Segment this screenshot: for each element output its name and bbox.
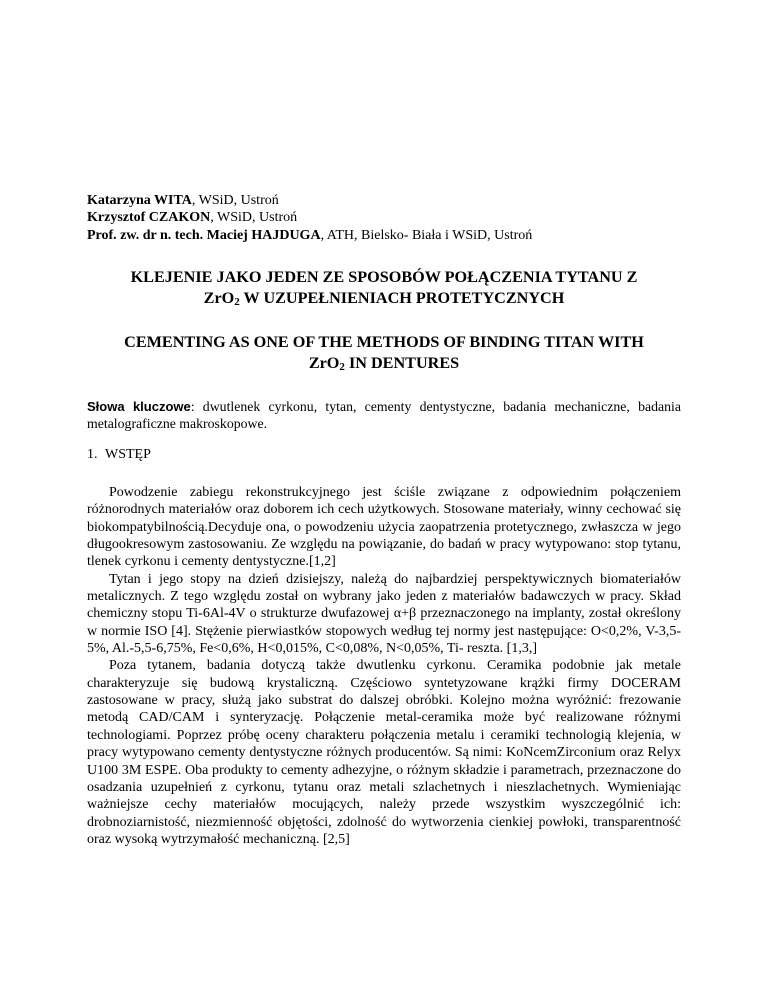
title-rest: IN DENTURES — [344, 354, 460, 372]
keywords — [87, 398, 681, 433]
title-polish — [87, 267, 681, 309]
title-formula: ZrO — [203, 289, 235, 307]
author-affiliation: , WSiD, Ustroń — [210, 210, 298, 226]
author-affiliation: , ATH, Bielsko- Biała i WSiD, Ustroń — [320, 227, 533, 243]
author-affiliation: , WSiD, Ustroń — [191, 193, 279, 208]
author-line — [87, 209, 687, 226]
section-number: 1. — [87, 447, 98, 462]
title-english-line1: CEMENTING AS ONE OF THE METHODS OF BINDING TITAN WITH — [124, 333, 644, 351]
author-name: Katarzyna WITA — [87, 193, 192, 208]
section-heading — [87, 446, 151, 463]
title-rest: W UZUPEŁNIENIACH PROTETYCZNYCH — [239, 289, 565, 307]
keywords-text: : dwutlenek cyrkonu, tytan, cementy dentystyczne, badania mechaniczne, badania metalograficzne makroskopowe. — [87, 399, 681, 432]
title-subscript: 2 — [339, 361, 345, 373]
author-list — [87, 192, 687, 244]
author-name: Prof. zw. dr n. tech. Maciej HAJDUGA — [87, 227, 321, 243]
title-subscript: 2 — [234, 296, 240, 308]
section-title: WSTĘP — [105, 447, 151, 462]
title-english-line2 — [87, 353, 681, 374]
title-polish-line2 — [87, 288, 681, 309]
author-name: Krzysztof CZAKON — [87, 210, 211, 226]
author-line — [87, 192, 687, 209]
author-line — [87, 227, 687, 244]
paragraph: Powodzenie zabiegu rekonstrukcyjnego jest ściśle związane z odpowiednim połączeniem różnorodnych materiałów oraz doborem ich cech użytkowych. Stosowane materiały, winny cechować się biokompatybilnością.Decyduje ona, o powodzeniu użycia zaopatrzenia protetycznego, zwłaszcza w jego długookresowym zastosowaniu. Ze względu na powiązanie, do badań w pracy wytypowano: stop tytanu, tlenek cyrkonu i cementy dentystyczne.[1,2] — [87, 485, 681, 570]
body-text — [87, 484, 681, 848]
title-english — [87, 332, 681, 374]
keywords-label: Słowa kluczowe — [87, 399, 191, 414]
paragraph: Tytan i jego stopy na dzień dzisiejszy, należą do najbardziej perspektywicznych biomateriałów metalicznych. Z tego względu został on wybrany jako jeden z materiałów badawczych w pracy. Skład chemiczny stopu Ti-6Al-4V o strukturze dwufazowej α+β przeznaczonego na implanty, został określony w normie ISO [4]. Stężenie pierwiastków stopowych według tej normy jest następujące: O<0,2%, V-3,5-5%, Al.-5,5-6,75%, Fe<0,6%, H<0,015%, C<0,08%, N<0,05%, Ti- reszta. [1,3,] — [87, 571, 681, 657]
paragraph: Poza tytanem, badania dotyczą także dwutlenku cyrkonu. Ceramika podobnie jak metale charakteryzuje się budową krystaliczną. Częściowo syntetyzowane krążki firmy DOCERAM zastosowane w pracy, służą jako substrat do dalszej obróbki. Kolejno można wyróżnić: frezowanie metodą CAD/CAM i synteryzację. Połączenie metal-ceramika może być realizowane różnymi technologiami. Poprzez próbę oceny charakteru połączenia metalu i ceramiki technologią klejenia, w pracy wytypowano cementy dentystyczne różnych producentów. Są nimi: KoNcemZirconium oraz Relyx U100 3M ESPE. Oba produkty to cementy adhezyjne, o różnym składzie i parametrach, przeznaczone do osadzania uzupełnień z cyrkonu, tytanu oraz metali szlachetnych i nieszlachetnych. Wymieniając ważniejsze cechy materiałów mocujących, należy przede wszystkim wyszczególnić ich: drobnoziarnistość, niezmienność objętości, zdolność do wytworzenia cienkiej powłoki, transparentność oraz wysoką wytrzymałość mechaniczną. [2,5] — [87, 658, 681, 847]
title-polish-line1: KLEJENIE JAKO JEDEN ZE SPOSOBÓW POŁĄCZENIA TYTANU Z — [130, 268, 638, 286]
title-formula: ZrO — [308, 354, 340, 372]
